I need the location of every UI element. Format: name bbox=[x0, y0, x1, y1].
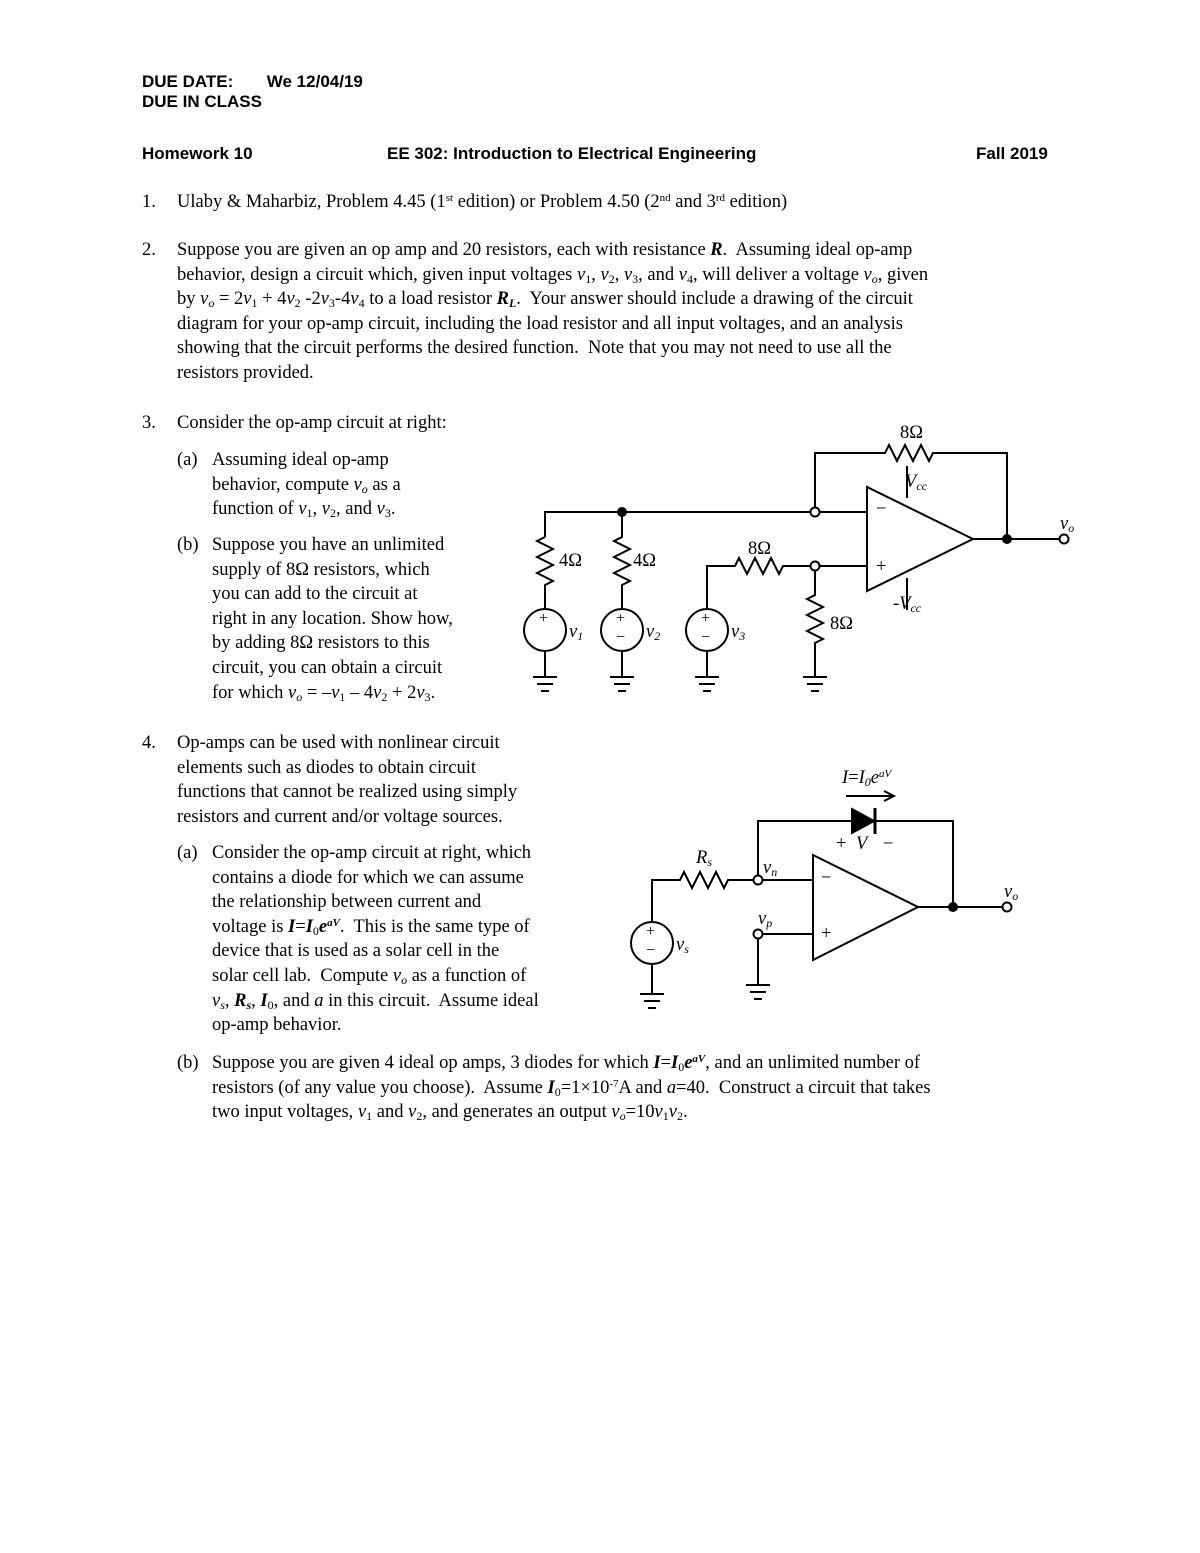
label-vcc: $V_{cc}$ bbox=[905, 472, 927, 493]
label-noninverting-plus: + bbox=[876, 557, 887, 577]
resistor-8ohm-series bbox=[707, 558, 810, 608]
problem-4b-label: (b) bbox=[177, 1053, 199, 1073]
problem-2-number: 2. bbox=[142, 240, 156, 260]
label-r3: 8Ω bbox=[748, 539, 771, 559]
inverting-input-node bbox=[811, 508, 820, 517]
due-in-class: DUE IN CLASS bbox=[142, 92, 262, 111]
resistor-rs bbox=[652, 872, 754, 922]
problem-1-text: Ulaby & Maharbiz, Problem 4.45 (1st edition) or Problem 4.50 (2nd and 3rd edition) bbox=[177, 192, 788, 212]
problem-3b-text: Suppose you have an unlimited supply of 8Ω resistors, which you can add to the circuit at right in any location. Show how, by adding 8Ω resistors to this circuit, you can obtain a circuit for which $v_o = -v_1 - 4v_2 + 2v_3$. bbox=[212, 535, 453, 704]
course-title: EE 302: Introduction to Electrical Engineering bbox=[387, 144, 757, 163]
op-amp-circuit-1 bbox=[510, 410, 1090, 700]
problem-1-number: 1. bbox=[142, 192, 156, 212]
label-r2: 4Ω bbox=[633, 551, 656, 571]
vs-plus-sign: + bbox=[646, 923, 656, 940]
problem-4b-text: Suppose you are given 4 ideal op amps, 3 diodes for which $I=I_0e^{aV}$, and an unlimited number of resistors (of any value you choose). Assume $I_0=1\times 10^{-7}A$ and a=40. Construct a circuit that takes two input voltages, $v_1$ and $v_2$, and generates an output $v_o=10v_1v_2$. bbox=[212, 1053, 931, 1124]
v2-plus-sign: + bbox=[616, 610, 626, 627]
label-inverting-minus-2: − bbox=[821, 868, 832, 888]
resistor-8ohm-shunt bbox=[803, 571, 827, 691]
label-neg-vcc: $-V_{cc}$ bbox=[893, 594, 922, 615]
problem-2-text: Suppose you are given an op amp and 20 resistors, each with resistance R. Assuming ideal op-amp behavior, design a circuit which, given input voltages $v_1$, $v_2$, $v_3$, and $v_4$, will deliver a voltage $v_o$, given by $v_o = 2v_1 + 4v_2$ $-2v_3-4v_4$ to a load resistor $R_L$. Your answer should include a drawing of the circuit diagram for your op-amp circuit, including the load resistor and all input voltages, and an analysis showing that the circuit performs the desired function. Note that you may not need to use all the resistors provided. bbox=[177, 240, 929, 383]
problem-4-number: 4. bbox=[142, 733, 156, 753]
label-vo-2: $v_o$ bbox=[1004, 882, 1019, 903]
v3-minus-sign: − bbox=[701, 629, 711, 646]
v3-plus-sign: + bbox=[701, 610, 711, 627]
label-noninverting-plus-2: + bbox=[821, 924, 832, 944]
label-r1: 4Ω bbox=[559, 551, 582, 571]
label-inverting-minus: − bbox=[876, 499, 887, 519]
top-bus bbox=[545, 512, 810, 537]
problem-3a-label: (a) bbox=[177, 450, 198, 470]
ground-vs bbox=[640, 964, 664, 1008]
due-date-value: We 12/04/19 bbox=[266, 72, 363, 91]
vs-minus-sign: − bbox=[646, 942, 656, 959]
diode-symbol bbox=[852, 809, 874, 833]
v2-minus-sign: − bbox=[616, 629, 626, 646]
ground-3 bbox=[695, 651, 719, 691]
ground-2 bbox=[610, 651, 634, 691]
label-vs: $v_s$ bbox=[676, 935, 689, 956]
label-vo: $v_o$ bbox=[1060, 514, 1075, 535]
problem-3-intro: Consider the op-amp circuit at right: bbox=[177, 413, 447, 433]
label-v1: $v_1$ bbox=[569, 622, 584, 643]
label-v2: $v_2$ bbox=[646, 622, 661, 643]
label-r4: 8Ω bbox=[830, 614, 853, 634]
due-date-label: DUE DATE: bbox=[142, 72, 234, 91]
problem-3-number: 3. bbox=[142, 413, 156, 433]
resistor-4ohm-1 bbox=[537, 537, 553, 608]
label-vn: $v_n$ bbox=[763, 858, 778, 879]
noninverting-input-node bbox=[811, 562, 820, 571]
label-rs: $R_s$ bbox=[696, 848, 712, 869]
problem-3a-text: Assuming ideal op-amp behavior, compute $v_o$ as a function of $v_1$, $v_2$, and $v_3$. bbox=[212, 450, 401, 521]
v1-plus-sign: + bbox=[539, 610, 549, 627]
homework-title: Homework 10 bbox=[142, 144, 253, 163]
problem-4-intro: Op-amps can be used with nonlinear circuit elements such as diodes to obtain circuit functions that cannot be realized using simply resistors and current and/or voltage sources. bbox=[177, 733, 518, 827]
resistor-4ohm-2 bbox=[614, 512, 630, 608]
label-r-feedback: 8Ω bbox=[900, 423, 923, 443]
output-node-2 bbox=[949, 903, 957, 911]
label-diode-plus: + bbox=[836, 834, 847, 854]
ground-1 bbox=[533, 651, 557, 691]
label-diode-minus: − bbox=[883, 834, 894, 854]
label-vp: $v_p$ bbox=[758, 909, 773, 930]
label-v3: $v_3$ bbox=[731, 622, 746, 643]
term: Fall 2019 bbox=[976, 144, 1048, 163]
ground-vp bbox=[746, 939, 770, 999]
label-diode-v: V bbox=[856, 834, 868, 854]
problem-4a-label: (a) bbox=[177, 843, 198, 863]
problem-3b-label: (b) bbox=[177, 535, 199, 555]
due-date-line bbox=[142, 72, 363, 92]
vn-node bbox=[754, 876, 763, 885]
output-node bbox=[1003, 535, 1011, 543]
problem-4a-text: Consider the op-amp circuit at right, which contains a diode for which we can assume the relationship between current and voltage is $I=I_0e^{aV}$. This is the same type of device that is used as a solar cell in the solar cell lab. Compute $v_o$ as a function of $v_s$, $R_s$, $I_0$, and a in this circuit. Assume ideal op-amp behavior. bbox=[212, 843, 539, 1036]
label-current-equation: $I=I_0e^{aV}$ bbox=[842, 768, 892, 789]
